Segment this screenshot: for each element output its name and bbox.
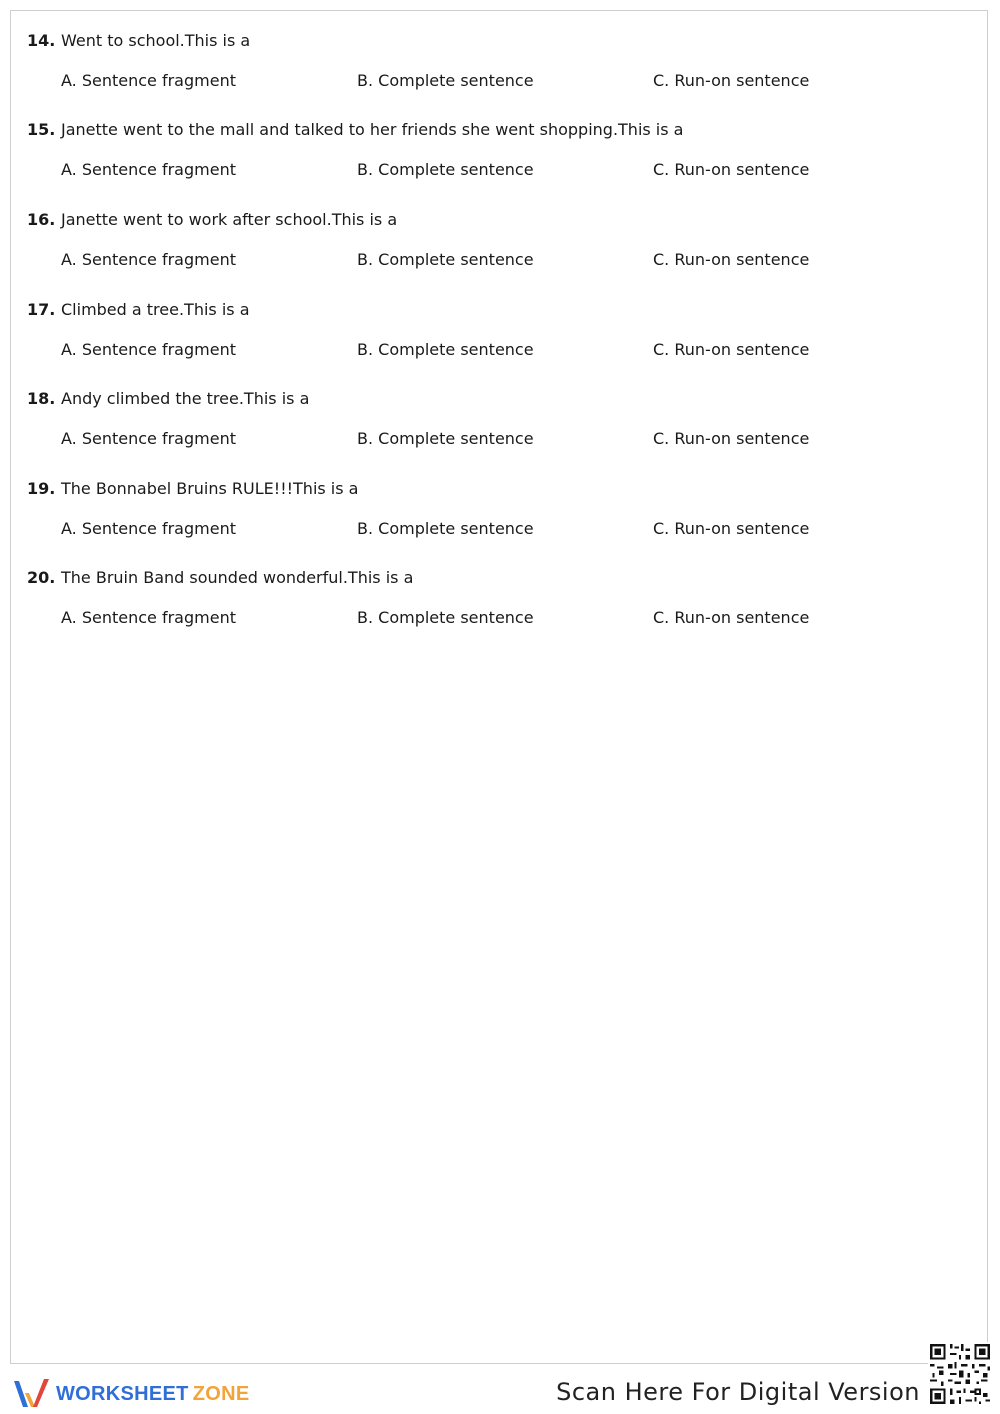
option-c[interactable]: C. Run-on sentence [653,250,810,269]
question-number: 16. [27,210,56,229]
option-b[interactable]: B. Complete sentence [357,71,534,90]
question-16 [27,210,967,272]
option-a[interactable]: A. Sentence fragment [61,429,236,448]
question-number: 19. [27,479,56,498]
question-text: Janette went to the mall and talked to her friends she went shopping.This is a [61,120,684,139]
question-15 [27,120,967,182]
question-text: Climbed a tree.This is a [61,300,250,319]
question-number: 15. [27,120,56,139]
option-c[interactable]: C. Run-on sentence [653,160,810,179]
option-b[interactable]: B. Complete sentence [357,429,534,448]
scan-prompt: Scan Here For Digital Version [556,1378,920,1406]
question-text: Andy climbed the tree.This is a [61,389,310,408]
question-text: The Bruin Band sounded wonderful.This is a [61,568,414,587]
question-number: 17. [27,300,56,319]
option-c[interactable]: C. Run-on sentence [653,429,810,448]
option-b[interactable]: B. Complete sentence [357,608,534,627]
option-a[interactable]: A. Sentence fragment [61,519,236,538]
question-number: 18. [27,389,56,408]
logo-text-zone: ZONE [192,1382,250,1405]
question-number: 20. [27,568,56,587]
option-a[interactable]: A. Sentence fragment [61,250,236,269]
worksheet-zone-logo [12,1376,249,1412]
option-b[interactable]: B. Complete sentence [357,340,534,359]
option-c[interactable]: C. Run-on sentence [653,519,810,538]
question-text: The Bonnabel Bruins RULE!!!This is a [61,479,359,498]
option-c[interactable]: C. Run-on sentence [653,71,810,90]
option-b[interactable]: B. Complete sentence [357,160,534,179]
question-text: Janette went to work after school.This is a [61,210,398,229]
question-17 [27,300,967,362]
option-a[interactable]: A. Sentence fragment [61,340,236,359]
option-a[interactable]: A. Sentence fragment [61,160,236,179]
worksheet-zone-logo-icon [12,1377,52,1411]
qr-code-icon[interactable] [928,1342,992,1406]
option-a[interactable]: A. Sentence fragment [61,71,236,90]
option-a[interactable]: A. Sentence fragment [61,608,236,627]
option-b[interactable]: B. Complete sentence [357,519,534,538]
question-14 [27,31,967,93]
question-18 [27,389,967,451]
question-19 [27,479,967,541]
option-b[interactable]: B. Complete sentence [357,250,534,269]
question-number: 14. [27,31,56,50]
question-text: Went to school.This is a [61,31,251,50]
option-c[interactable]: C. Run-on sentence [653,340,810,359]
question-20 [27,568,967,630]
option-c[interactable]: C. Run-on sentence [653,608,810,627]
logo-text-worksheet: WORKSHEET [56,1382,189,1405]
